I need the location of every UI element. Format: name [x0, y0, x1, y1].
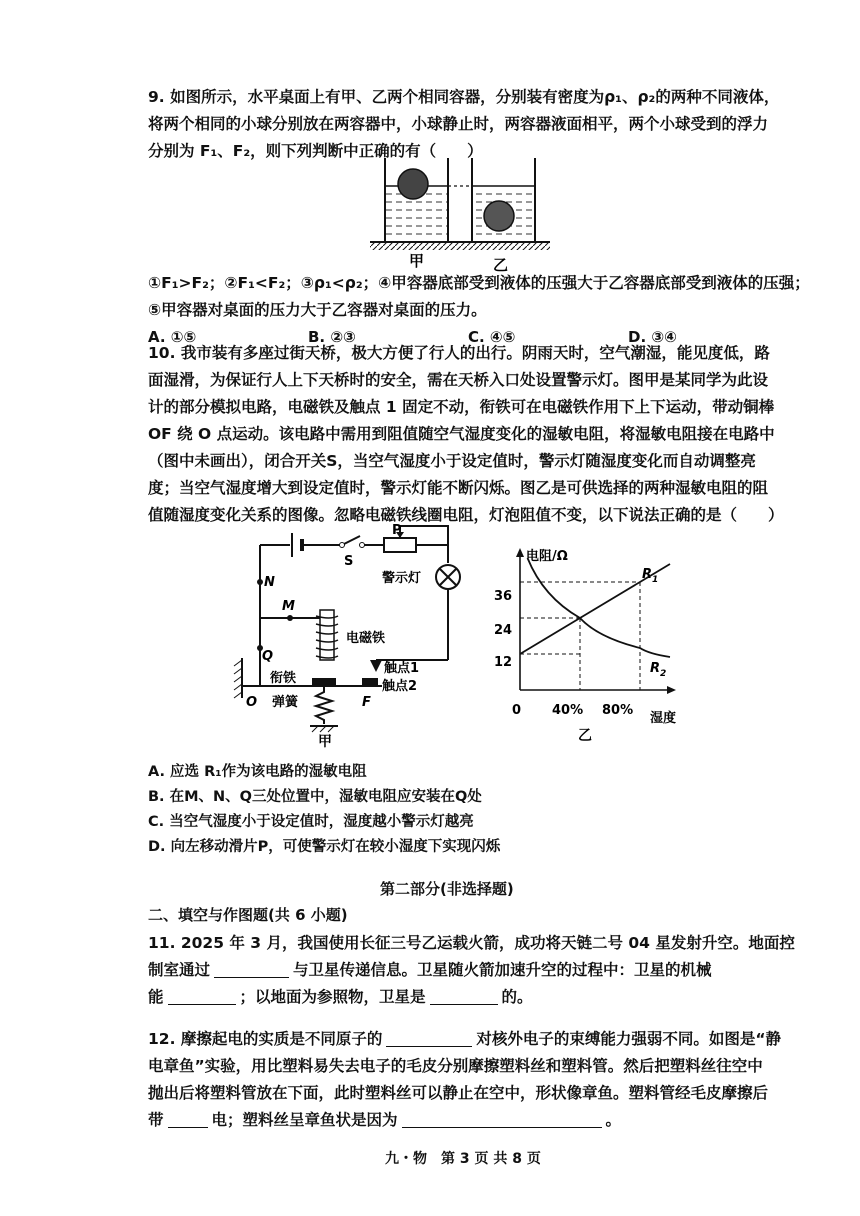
- q9-line: 9. 如图所示，水平桌面上有甲、乙两个相同容器，分别装有密度为ρ₁、ρ₂的两种不同液体，: [148, 88, 780, 106]
- q10-line: 度；当空气湿度增大到设定值时，警示灯能不断闪烁。图乙是可供选择的两种湿敏电阻的阻: [148, 479, 769, 497]
- q11-line: 能 ；以地面为参照物，卫星是 的。: [148, 988, 533, 1006]
- q12-line: 12. 摩擦起电的实质是不同原子的 对核外电子的束缚能力强弱不同。如图是“静: [148, 1030, 782, 1048]
- q12-line: 抛出后将塑料管放在下面，此时塑料丝可以静止在空中，形状像章鱼。塑料管经毛皮摩擦后: [148, 1084, 769, 1102]
- table-surface: [370, 242, 550, 250]
- q10-circuit-figure: [232, 520, 482, 750]
- label-magnet: 电磁铁: [346, 631, 386, 646]
- label-O: O: [246, 695, 258, 710]
- q11-blank-1[interactable]: [214, 959, 289, 978]
- q12-line: 电章鱼”实验，用比塑料易失去电子的毛皮分别摩擦塑料丝和塑料管。然后把塑料丝往空中: [148, 1057, 763, 1075]
- q9-containers-figure: [365, 150, 555, 272]
- label-P: P: [392, 523, 402, 538]
- graph-ytick-24: 24: [494, 623, 513, 638]
- label-M: M: [282, 599, 295, 614]
- label-S: S: [344, 554, 354, 569]
- graph-origin: 0: [512, 703, 522, 718]
- q9-option-a[interactable]: A. ①⑤: [148, 328, 197, 346]
- graph-r1-label: $R_1$: [642, 567, 659, 585]
- ball-left: [398, 169, 428, 199]
- q11-line: 制室通过 与卫星传递信息。卫星随火箭加速升空的过程中：卫星的机械: [148, 961, 712, 979]
- q12-blank-2[interactable]: [168, 1109, 208, 1128]
- label-armature: 衔铁: [270, 671, 297, 686]
- q9-line: 将两个相同的小球分别放在两容器中，小球静止时，两容器液面相平，两个小球受到的浮力: [148, 115, 769, 133]
- graph-ytick-12: 12: [494, 655, 513, 670]
- graph-xlabel: 湿度: [650, 711, 677, 726]
- graph-r2-label: $R_2$: [650, 661, 667, 679]
- page-footer: 九・物 第 3 页 共 8 页: [385, 1151, 541, 1167]
- q9-statement: ⑤甲容器对桌面的压力大于乙容器对桌面的压力。: [148, 301, 487, 319]
- label-F: F: [362, 695, 371, 710]
- q10-option-c[interactable]: C. 当空气湿度小于设定值时，湿度越小警示灯越亮: [148, 814, 474, 830]
- q9-option-b[interactable]: B. ②③: [308, 328, 356, 346]
- q11-blank-2[interactable]: [168, 986, 236, 1005]
- part2-title: 第二部分(非选择题): [380, 880, 514, 898]
- part2-section: 二、填空与作图题(共 6 小题): [148, 906, 348, 924]
- graph-caption: 乙: [578, 728, 592, 744]
- q9-option-c[interactable]: C. ④⑤: [468, 328, 516, 346]
- fig-label-yi: 乙: [493, 256, 509, 272]
- ball-right: [484, 201, 514, 231]
- q12-blank-1[interactable]: [386, 1028, 472, 1047]
- q10-line: OF 绕 O 点运动。该电路中需用到阻值随空气湿度变化的湿敏电阻，将湿敏电阻接在电路中: [148, 425, 775, 443]
- graph-ytick-36: 36: [494, 589, 513, 604]
- q9-statements: [148, 270, 810, 324]
- graph-ylabel: 电阻/Ω: [526, 549, 568, 564]
- q10-line: 面湿滑，为保证行人上下天桥时的安全，需在天桥入口处设置警示灯。图甲是某同学为此设: [148, 371, 769, 389]
- q10-option-d[interactable]: D. 向左移动滑片P，可使警示灯在较小湿度下实现闪烁: [148, 839, 501, 855]
- circuit-caption: 甲: [318, 734, 332, 750]
- q10-option-b[interactable]: B. 在M、N、Q三处位置中，湿敏电阻应安装在Q处: [148, 789, 482, 805]
- label-contact2: 触点2: [382, 679, 418, 694]
- q10-options: [148, 760, 788, 860]
- graph-xtick-40: 40%: [552, 703, 584, 718]
- q10-line: （图中未画出），闭合开关S，当空气湿度小于设定值时，警示灯随湿度变化而自动调整亮: [148, 452, 756, 470]
- q12: [148, 1026, 788, 1134]
- q12-blank-3[interactable]: [402, 1109, 602, 1128]
- label-N: N: [264, 575, 275, 590]
- q11-line: 11. 2025 年 3 月，我国使用长征三号乙运载火箭，成功将天链二号 04 星发射升空。地面控: [148, 934, 795, 952]
- q11-blank-3[interactable]: [430, 986, 498, 1005]
- label-Q: Q: [262, 649, 274, 664]
- fig-label-jia: 甲: [409, 252, 425, 270]
- q9-statement: ①F₁>F₂；②F₁<F₂；③ρ₁<ρ₂；④甲容器底部受到液体的压强大于乙容器底部受到液体的压强；: [148, 274, 810, 292]
- label-spring: 弹簧: [272, 695, 299, 710]
- q10-line: 10. 我市装有多座过街天桥，极大方便了行人的出行。阴雨天时，空气潮湿，能见度低，路: [148, 344, 770, 362]
- label-contact1: 触点1: [384, 661, 420, 676]
- q10-stem: [148, 340, 788, 529]
- q9-option-d[interactable]: D. ③④: [628, 328, 677, 346]
- q10-line: 计的部分模拟电路，电磁铁及触点 1 固定不动，衔铁可在电磁铁作用下上下运动，带动铜棒: [148, 398, 775, 416]
- q10-line: 值随湿度变化关系的图像。忽略电磁铁线圈电阻，灯泡阻值不变，以下说法正确的是（ ）: [148, 506, 784, 524]
- q10-resistance-graph: [490, 540, 700, 745]
- graph-xtick-80: 80%: [602, 703, 634, 718]
- q10-option-a[interactable]: A. 应选 R₁作为该电路的湿敏电阻: [148, 764, 367, 780]
- q11: [148, 930, 795, 1011]
- label-lamp: 警示灯: [382, 571, 422, 586]
- q9-line: 分别为 F₁、F₂，则下列判断中正确的有（ ）: [148, 142, 483, 160]
- q12-line: 带 电；塑料丝呈章鱼状是因为 。: [148, 1111, 622, 1129]
